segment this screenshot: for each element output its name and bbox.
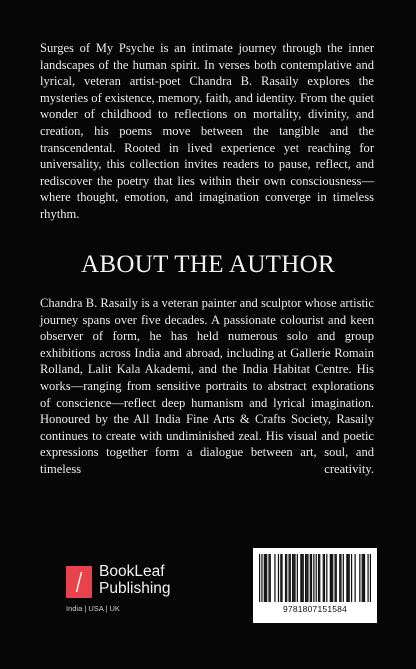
barcode-bar — [330, 554, 331, 602]
barcode-bar — [285, 554, 286, 602]
barcode-bar — [310, 554, 311, 602]
barcode-bar — [300, 554, 301, 602]
barcode-bar — [364, 554, 365, 602]
barcode-bar — [288, 554, 289, 602]
barcode-bar — [301, 554, 302, 602]
publisher-logo — [66, 562, 196, 618]
isbn-barcode — [253, 548, 377, 623]
barcode-bar — [367, 554, 368, 602]
publisher-name — [99, 563, 171, 597]
publisher-name-line1: BookLeaf — [99, 563, 165, 580]
book-blurb: Surges of My Psyche is an intimate journey through the inner landscapes of the human spirit. In verses both contemplative and lyrical, veteran artist-poet Chandra B. Rasaily explores the mysteries of existence, memory, faith, and identity. From the quiet wonder of childhood to reflections on mortality, divinity, and creation, his poems move between the tangible and the transcendental. Rooted in lived experience yet reaching for universality, this collection invites readers to pause, reflect, and rediscover the poetry that lies within their own consciousness—where thought, emotion, and imagination converge in timeless rhythm. — [40, 41, 374, 221]
barcode-bar — [292, 554, 293, 602]
barcode-bar — [294, 554, 295, 602]
barcode-bar — [281, 554, 282, 602]
leaf-slash-icon — [66, 566, 92, 598]
barcode-bar — [359, 554, 360, 602]
barcode-bar — [268, 554, 269, 602]
barcode-bar — [331, 554, 332, 602]
barcode-bar — [332, 554, 333, 602]
barcode-bar — [340, 554, 341, 602]
barcode-bar — [306, 554, 307, 602]
barcode-bar — [278, 554, 279, 602]
barcode-bar — [266, 554, 267, 602]
barcode-bar — [303, 554, 304, 602]
publisher-name-line2: Publishing — [99, 580, 171, 597]
barcode-bar — [324, 554, 325, 602]
barcode-bar — [346, 554, 347, 602]
barcode-bar — [313, 554, 314, 602]
barcode-bar — [318, 554, 319, 602]
barcode-bar — [362, 554, 363, 602]
barcode-bar — [326, 554, 327, 602]
barcode-bar — [261, 554, 262, 602]
isbn-number: 9781807151584 — [282, 604, 348, 614]
barcode-bar — [264, 554, 265, 602]
barcode-bar — [265, 554, 266, 602]
barcode-bar — [311, 554, 312, 602]
barcode-bar — [349, 554, 350, 602]
about-author-heading: ABOUT THE AUTHOR — [81, 251, 335, 278]
barcode-bar — [347, 554, 348, 602]
barcode-bar — [370, 554, 371, 602]
barcode-bar — [319, 554, 320, 602]
barcode-bar — [286, 554, 287, 602]
barcode-bar — [259, 554, 260, 602]
barcode-bar — [323, 554, 324, 602]
barcode-bar — [334, 554, 335, 602]
barcode-bar — [297, 554, 298, 602]
barcode-bar — [339, 554, 340, 602]
barcode-bars — [259, 554, 371, 602]
barcode-bar — [336, 554, 337, 602]
barcode-bar — [274, 554, 275, 602]
barcode-bar — [293, 554, 294, 602]
barcode-bar — [354, 554, 355, 602]
barcode-bar — [316, 554, 317, 602]
author-bio: Chandra B. Rasaily is a veteran painter and sculptor whose artistic journey spans over five decades. A passionate colourist and keen observer of form, he has held numerous solo and group exhibitions across India and abroad, including at Gallerie Romain Rolland, Lalit Kala Akademi, and the India Habitat Centre. His works—ranging from sensitive portraits to abstract explorations of conscience—reflect deep humanism and lyrical imagination. Honoured by the All India Fine Arts & Crafts Society, Rasaily continues to create with undiminished zeal. His visual and poetic expressions together form a dialogue between art, soul, and timeless creativity. — [40, 296, 374, 476]
barcode-bar — [363, 554, 364, 602]
barcode-bar — [307, 554, 308, 602]
barcode-bar — [290, 554, 291, 602]
barcode-bar — [270, 554, 271, 602]
barcode-bar — [305, 554, 306, 602]
publisher-regions: India | USA | UK — [66, 604, 120, 613]
barcode-bar — [351, 554, 352, 602]
barcode-bar — [343, 554, 344, 602]
barcode-bar — [280, 554, 281, 602]
